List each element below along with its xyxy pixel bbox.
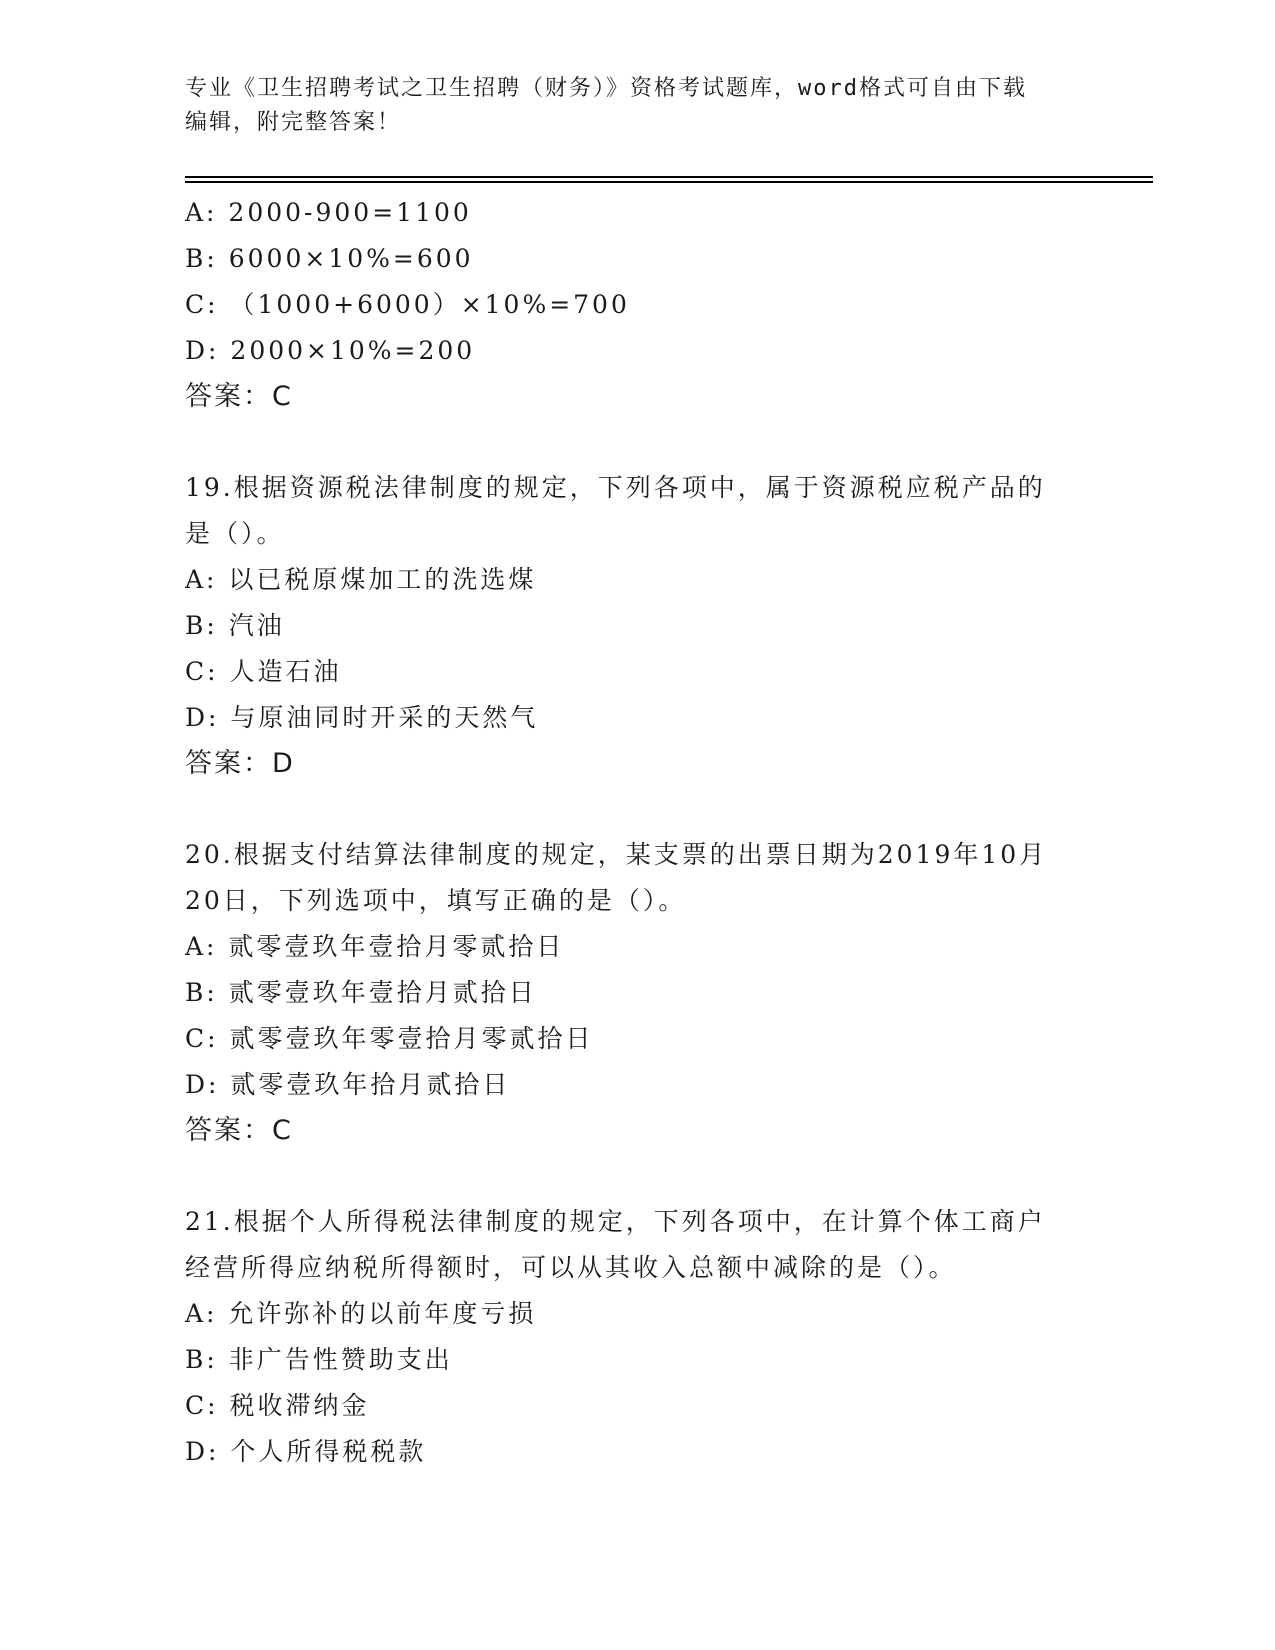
spacer	[185, 787, 1085, 832]
option-a: A: 以已税原煤加工的洗选煤	[185, 565, 537, 594]
option-a: A: 允许弥补的以前年度亏损	[185, 1299, 537, 1328]
question-stem-line-2: 经营所得应纳税所得额时，可以从其收入总额中减除的是（）。	[185, 1253, 957, 1282]
header-line-1: 专业《卫生招聘考试之卫生招聘（财务）》资格考试题库，word格式可自由下载	[185, 76, 1027, 101]
option-d: D: 2000×10%=200	[185, 336, 476, 365]
option-c: C: （1000+6000）×10%=700	[185, 290, 630, 319]
question-stem-line-1: 19.根据资源税法律制度的规定，下列各项中，属于资源税应税产品的	[185, 473, 1046, 502]
option-c: C: 人造石油	[185, 657, 342, 686]
option-d: D: 个人所得税税款	[185, 1437, 427, 1466]
question-stem-line-1: 21.根据个人所得税法律制度的规定，下列各项中，在计算个体工商户	[185, 1207, 1046, 1236]
spacer	[185, 420, 1085, 465]
header-divider-top	[185, 176, 1153, 178]
option-a: A: 贰零壹玖年壹拾月零贰拾日	[185, 932, 565, 961]
option-c: C: 税收滞纳金	[185, 1391, 370, 1420]
option-b: B: 汽油	[185, 611, 285, 640]
question-stem-line-2: 20日，下列选项中，填写正确的是（）。	[185, 886, 687, 915]
answer-label: 答案：C	[185, 1115, 293, 1146]
question-list	[185, 190, 1085, 1475]
header-divider-bottom	[185, 181, 1153, 183]
document-header	[185, 72, 1065, 140]
answer-label: 答案：C	[185, 381, 293, 412]
question-stem-line-1: 20.根据支付结算法律制度的规定，某支票的出票日期为2019年10月	[185, 840, 1048, 869]
option-d: D: 贰零壹玖年拾月贰拾日	[185, 1070, 511, 1099]
option-b: B: 非广告性赞助支出	[185, 1345, 453, 1374]
spacer	[185, 1154, 1085, 1199]
answer-label: 答案：D	[185, 748, 295, 779]
option-d: D: 与原油同时开采的天然气	[185, 703, 539, 732]
question-18	[185, 190, 1085, 420]
option-c: C: 贰零壹玖年零壹拾月零贰拾日	[185, 1024, 594, 1053]
question-19	[185, 465, 1085, 787]
option-b: B: 6000×10%=600	[185, 244, 474, 273]
option-a: A: 2000-900=1100	[185, 198, 472, 227]
header-line-2: 编辑，附完整答案！	[185, 110, 402, 135]
option-b: B: 贰零壹玖年壹拾月贰拾日	[185, 978, 537, 1007]
question-stem-line-2: 是（）。	[185, 519, 285, 548]
question-21	[185, 1199, 1085, 1475]
question-20	[185, 832, 1085, 1154]
